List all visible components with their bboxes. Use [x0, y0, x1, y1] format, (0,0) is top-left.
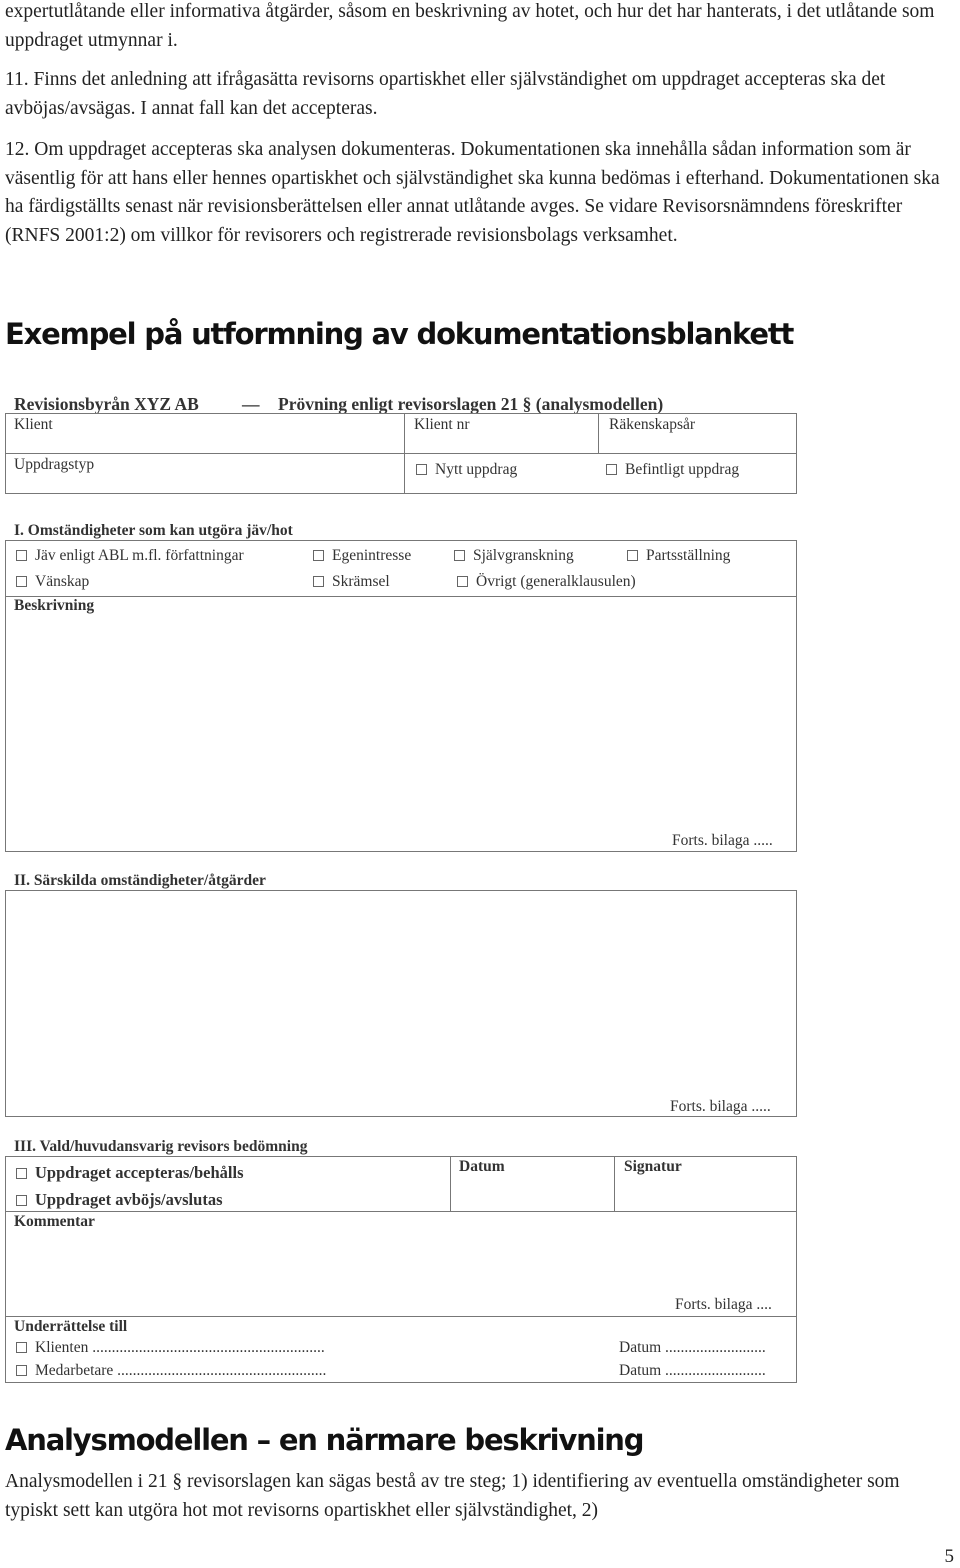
divider — [5, 1316, 797, 1317]
forts-bilaga-2: Forts. bilaga ..... — [670, 1098, 771, 1115]
datum-line-2: Datum .......................... — [619, 1362, 766, 1379]
option-egenintresse[interactable]: Egenintresse — [313, 547, 411, 565]
form-title-right: Prövning enligt revisorslagen 21 § (analysmodellen) — [278, 394, 664, 414]
section-2-title: II. Särskilda omständigheter/åtgärder — [14, 872, 266, 889]
signatur-label: Signatur — [624, 1158, 682, 1175]
nytt-uppdrag-option[interactable]: Nytt uppdrag — [416, 461, 517, 479]
datum-line-1: Datum .......................... — [619, 1339, 766, 1356]
uppdragstyp-label: Uppdragstyp — [14, 456, 95, 473]
section-1-title: I. Omständigheter som kan utgöra jäv/hot — [14, 522, 293, 539]
section-1-box — [5, 540, 797, 852]
divider — [5, 596, 797, 597]
form-title-left: Revisionsbyrån XYZ AB — [14, 394, 199, 414]
datum-label: Datum — [459, 1158, 505, 1175]
checkbox-icon[interactable] — [313, 576, 324, 587]
checkbox-icon[interactable] — [416, 464, 427, 475]
divider — [5, 1211, 797, 1212]
checkbox-icon[interactable] — [16, 1342, 27, 1353]
checkbox-icon[interactable] — [16, 576, 27, 587]
option-skramsel[interactable]: Skrämsel — [313, 573, 390, 591]
option-klienten[interactable]: Klienten ............................................................ — [16, 1339, 325, 1357]
option-avbojs[interactable]: Uppdraget avböjs/avslutas — [16, 1190, 223, 1210]
option-medarbetare[interactable]: Medarbetare ...................................................... — [16, 1362, 326, 1380]
option-ovrigt[interactable]: Övrigt (generalklausulen) — [457, 573, 636, 591]
divider — [450, 1156, 451, 1211]
checkbox-icon[interactable] — [16, 1168, 27, 1179]
page-number: 5 — [944, 1546, 954, 1567]
checkbox-icon[interactable] — [606, 464, 617, 475]
forts-bilaga-1: Forts. bilaga ..... — [672, 832, 773, 849]
divider — [614, 1156, 615, 1211]
divider — [598, 413, 599, 453]
checkbox-icon[interactable] — [627, 550, 638, 561]
section-3-title: III. Vald/huvudansvarig revisors bedömning — [14, 1138, 308, 1155]
option-partsstallning[interactable]: Partsställning — [627, 547, 730, 565]
rakenskapsar-label: Räkenskapsår — [609, 416, 696, 433]
heading-analysmodellen: Analysmodellen – en närmare beskrivning — [5, 1423, 644, 1457]
divider — [404, 413, 405, 494]
heading-example-form: Exempel på utformning av dokumentationsblankett — [5, 317, 794, 351]
checkbox-icon[interactable] — [16, 1365, 27, 1376]
kommentar-label: Kommentar — [14, 1213, 95, 1230]
befintligt-uppdrag-option[interactable]: Befintligt uppdrag — [606, 461, 739, 479]
section-2-box[interactable] — [5, 890, 797, 1117]
intro-paragraph-1: expertutlåtande eller informativa åtgärder, såsom en beskrivning av hotet, och hur det har hanterats, i det utlåtande som uppdraget utmynnar i. — [5, 1, 935, 51]
checkbox-icon[interactable] — [457, 576, 468, 587]
klient-label: Klient — [14, 416, 53, 433]
forts-bilaga-3: Forts. bilaga .... — [675, 1296, 772, 1313]
option-sjalvgranskning[interactable]: Självgranskning — [454, 547, 574, 565]
intro-paragraph-3: 12. Om uppdraget accepteras ska analysen dokumenteras. Dokumentationen ska innehålla sådan information som är väsentlig för att hans eller hennes opartiskhet och självständighet ska kunna bedömas i efterhand. Dokumentationen ska ha färdigställts senast när revisionsberättelsen eller annat utlåtande avges. Se vidare Revisorsnämndens föreskrifter (RNFS 2001:2) om villkor för revisorers och registrerade revisionsbolags verksamhet. — [5, 139, 940, 246]
checkbox-icon[interactable] — [16, 1195, 27, 1206]
checkbox-icon[interactable] — [16, 550, 27, 561]
divider — [5, 453, 797, 454]
intro-paragraph-2: 11. Finns det anledning att ifrågasätta revisorns opartiskhet eller självständighet om uppdraget accepteras ska det avböjas/avsägas. I annat fall kan det accepteras. — [5, 69, 886, 119]
outro-paragraph: Analysmodellen i 21 § revisorslagen kan sägas bestå av tre steg; 1) identifiering av eventuella omständigheter som typiskt sett kan utgöra hot mot revisorns opartiskhet eller självständighet, 2) — [5, 1471, 900, 1521]
checkbox-icon[interactable] — [454, 550, 465, 561]
beskrivning-label: Beskrivning — [14, 597, 95, 614]
option-vanskap[interactable]: Vänskap — [16, 573, 89, 591]
option-jav-abl[interactable]: Jäv enligt ABL m.fl. författningar — [16, 547, 244, 565]
form-title-dash: — — [242, 394, 260, 414]
option-accepteras[interactable]: Uppdraget accepteras/behålls — [16, 1163, 244, 1183]
underrattelse-label: Underrättelse till — [14, 1318, 128, 1335]
klient-nr-label: Klient nr — [414, 416, 470, 433]
checkbox-icon[interactable] — [313, 550, 324, 561]
